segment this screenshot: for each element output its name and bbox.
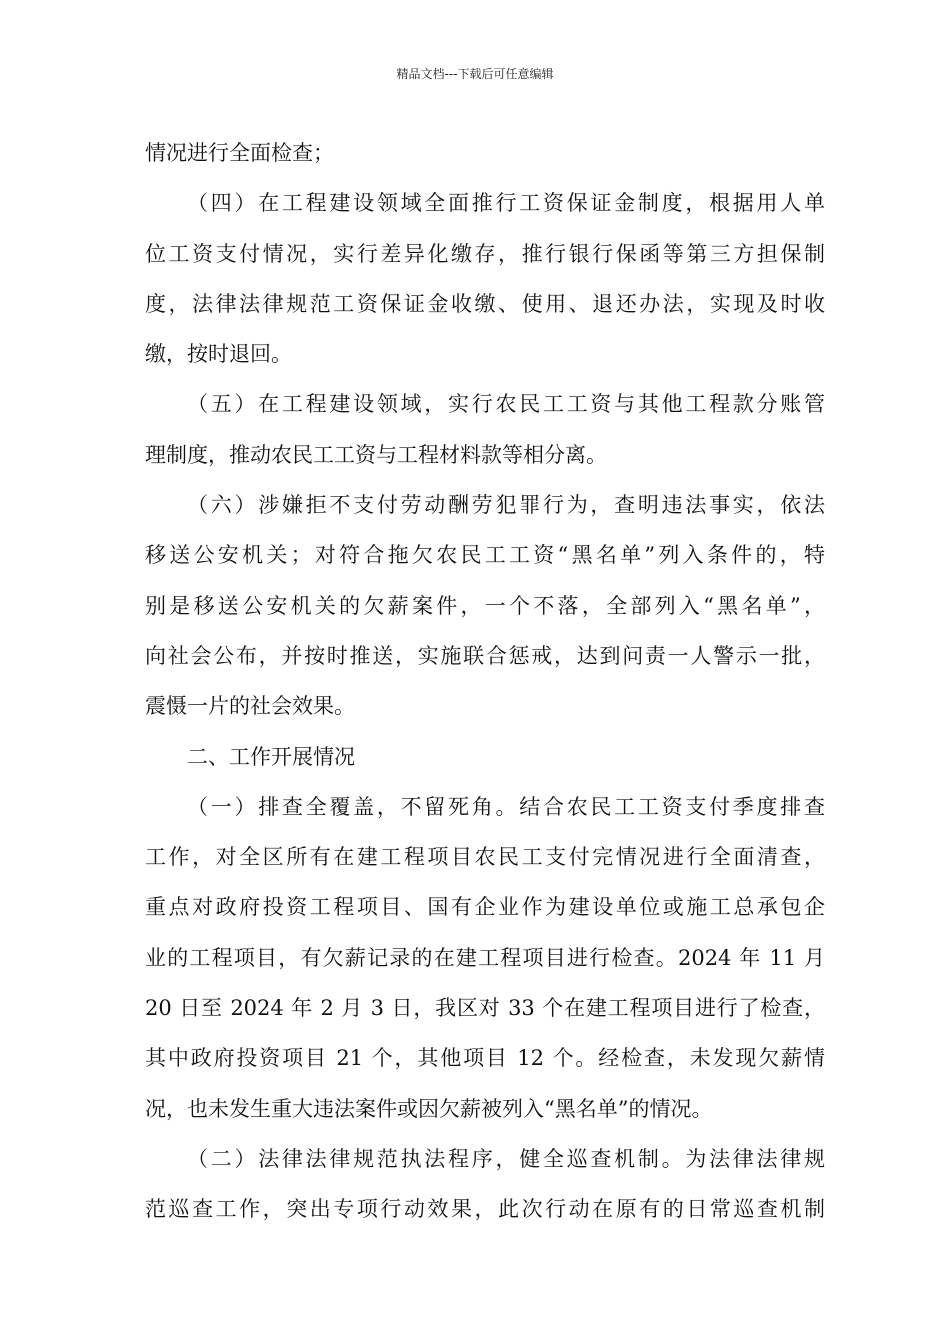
text-line: 20 日至 2024 年 2 月 3 日，我区对 33 个在建工程项目进行了检查， [145, 996, 825, 1021]
text-line: 别是移送公安机关的欠薪案件，一个不落，全部列入“黑名单”， [145, 593, 825, 618]
text-line: 移送公安机关；对符合拖欠农民工工资“黑名单”列入条件的，特 [145, 543, 825, 568]
document-body [145, 128, 825, 1235]
text-line: （六）涉嫌拒不支付劳动酬劳犯罪行为，查明违法事实，依法 [187, 493, 825, 518]
text-line: （四）在工程建设领域全面推行工资保证金制度，根据用人单 [187, 191, 825, 216]
text-line: 理制度，推动农民工工资与工程材料款等相分离。 [145, 442, 607, 467]
text-line: 工作，对全区所有在建工程项目农民工支付完情况进行全面清查， [145, 845, 825, 870]
text-line: 业的工程项目，有欠薪记录的在建工程项目进行检查。2024 年 11 月 [145, 945, 825, 970]
page-header: 精品文档---下载后可任意编辑 [396, 67, 554, 81]
text-line: 二、工作开展情况 [187, 744, 355, 769]
text-line: （二）法律法律规范执法程序，健全巡查机制。为法律法律规 [187, 1146, 825, 1171]
text-line: 缴，按时退回。 [145, 342, 292, 367]
text-line: （五）在工程建设领域，实行农民工工资与其他工程款分账管 [187, 392, 825, 417]
text-line: 况，也未发生重大违法案件或因欠薪被列入“黑名单”的情况。 [145, 1096, 713, 1121]
text-line: （一）排查全覆盖，不留死角。结合农民工工资支付季度排查 [187, 794, 825, 819]
text-line: 度，法律法律规范工资保证金收缴、使用、退还办法，实现及时收 [145, 291, 825, 316]
text-line: 位工资支付情况，实行差异化缴存，推行银行保函等第三方担保制 [145, 241, 825, 266]
text-line: 范巡查工作，突出专项行动效果，此次行动在原有的日常巡查机制 [145, 1197, 825, 1222]
text-line: 震慑一片的社会效果。 [145, 694, 355, 719]
text-line: 情况进行全面检查； [145, 141, 334, 165]
text-line: 其中政府投资项目 21 个，其他项目 12 个。经检查，未发现欠薪情 [145, 1046, 825, 1071]
text-line: 重点对政府投资工程项目、国有企业作为建设单位或施工总承包企 [145, 895, 825, 920]
text-line: 向社会公布，并按时推送，实施联合惩戒，达到问责一人警示一批， [145, 643, 825, 668]
